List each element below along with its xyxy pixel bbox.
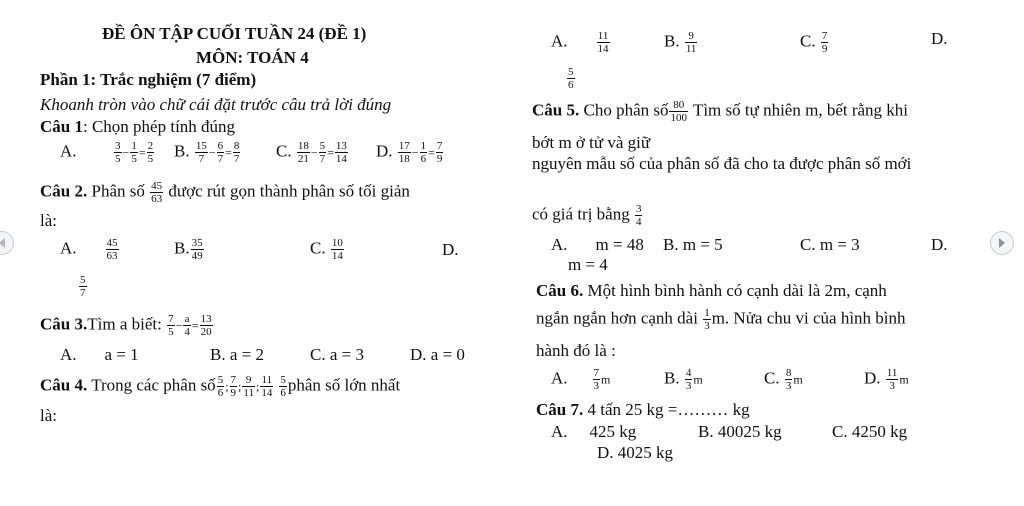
q2-la: là: xyxy=(40,211,57,230)
q1-option-c: C. $\frac{18}{21}$ − $\frac{5}{7}$ = $\frac{13}{14}$ xyxy=(276,140,347,165)
q1-option-d: D. $\frac{17}{18}$ − $\frac{1}{6}$ = $\frac{7}{9}$ xyxy=(376,140,443,165)
q4-la: là: xyxy=(40,406,57,425)
q4-prompt: Câu 4. Trong các phân số $\frac{5}{6}$ ; $\frac{7}{9}$ ; $\frac{9}{11}$ ; $\frac{11}{14}$ $\frac{5}{6}$ phân số lớn nhất xyxy=(40,374,401,399)
q4-option-d-letter: D. xyxy=(931,29,948,48)
q7-prompt: Câu 7. 4 tấn 25 kg =……… kg xyxy=(536,400,750,419)
q4-option-c: C. $\frac{7}{9}$ xyxy=(800,30,828,55)
q4-option-d-value: $\frac{5}{6}$ xyxy=(568,66,574,91)
q6-option-d: D. $\frac{11}{3}$ m xyxy=(864,367,909,392)
q5-option-d-value: m = 4 xyxy=(568,255,608,274)
worksheet-title: ĐỀ ÔN TẬP CUỐI TUẦN 24 (ĐỀ 1) xyxy=(102,24,367,43)
q5-option-b: B. m = 5 xyxy=(663,235,723,254)
q5-line3: nguyên mẫu số của phân số đã cho ta được phân số mới xyxy=(532,154,912,173)
q6-option-b: B. $\frac{4}{3}$ m xyxy=(664,367,703,392)
q3-option-a: A. a = 1 xyxy=(60,345,139,364)
q6-prompt: Câu 6. Một hình bình hành có cạnh dài là 2m, cạnh xyxy=(536,281,887,300)
q1-option-a: A. $\frac{3}{5}$ − $\frac{1}{5}$ = $\frac{2}{5}$ xyxy=(60,140,154,165)
q3-prompt: Câu 3.Tìm a biết: $\frac{7}{5}$ − $\frac{a}{4}$ = $\frac{13}{20}$ xyxy=(40,313,212,338)
q5-prompt: Câu 5. Cho phân số $\frac{80}{100}$ Tìm số tự nhiên m, bết rằng khi xyxy=(532,99,909,124)
q4-option-b: B. $\frac{9}{11}$ xyxy=(664,30,697,55)
q7-option-b: B. 40025 kg xyxy=(698,422,782,441)
q6-line3: hành đó là : xyxy=(536,341,616,360)
q5-line2: bớt m ở tử và giữ xyxy=(532,133,651,152)
q2-option-a: A. $\frac{45}{63}$ xyxy=(60,237,118,262)
subject-title: MÔN: TOÁN 4 xyxy=(196,48,309,67)
q5-line4: có giá trị bằng $\frac{3}{4}$ xyxy=(532,203,642,228)
next-page-button[interactable] xyxy=(990,231,1014,255)
q3-option-c: C. a = 3 xyxy=(310,345,364,364)
instruction: Khoanh tròn vào chữ cái đặt trước câu trả lời đúng xyxy=(40,95,392,114)
q5-option-c: C. m = 3 xyxy=(800,235,860,254)
q5-option-d-letter: D. xyxy=(931,235,948,254)
q2-option-d-letter: D. xyxy=(442,240,459,259)
q2-option-d-value: $\frac{5}{7}$ xyxy=(80,274,86,299)
q2-prompt: Câu 2. Phân số $\frac{45}{63}$ được rút gọn thành phân số tối giản xyxy=(40,180,410,205)
chevron-left-icon xyxy=(0,237,7,249)
q3-option-b: B. a = 2 xyxy=(210,345,264,364)
q3-option-d: D. a = 0 xyxy=(410,345,465,364)
q7-option-a: A. 425 kg xyxy=(551,422,637,441)
chevron-right-icon xyxy=(997,237,1007,249)
q1-prompt: Câu 1: Chọn phép tính đúng xyxy=(40,117,236,136)
prev-page-button[interactable] xyxy=(0,231,14,255)
q5-option-a: A. m = 48 xyxy=(551,235,644,254)
q6-option-c: C. $\frac{8}{3}$ m xyxy=(764,367,803,392)
q1-option-b: B. $\frac{15}{7}$ − $\frac{6}{7}$ = $\frac{8}{7}$ xyxy=(174,140,240,165)
q7-option-d: D. 4025 kg xyxy=(597,443,674,462)
q2-option-c: C. $\frac{10}{14}$ xyxy=(310,237,343,262)
q4-option-a: A. $\frac{11}{14}$ xyxy=(551,30,609,55)
part1-heading: Phần 1: Trắc nghiệm (7 điểm) xyxy=(40,70,257,89)
q6-line2: ngắn ngắn hơn cạnh dài $\frac{1}{3}$ m. Nửa chu vi của hình bình xyxy=(536,307,906,332)
q6-option-a: A. $\frac{7}{3}$ m xyxy=(551,367,611,392)
q2-option-b: B. $\frac{35}{49}$ xyxy=(174,237,203,262)
q7-option-c: C. 4250 kg xyxy=(832,422,908,441)
